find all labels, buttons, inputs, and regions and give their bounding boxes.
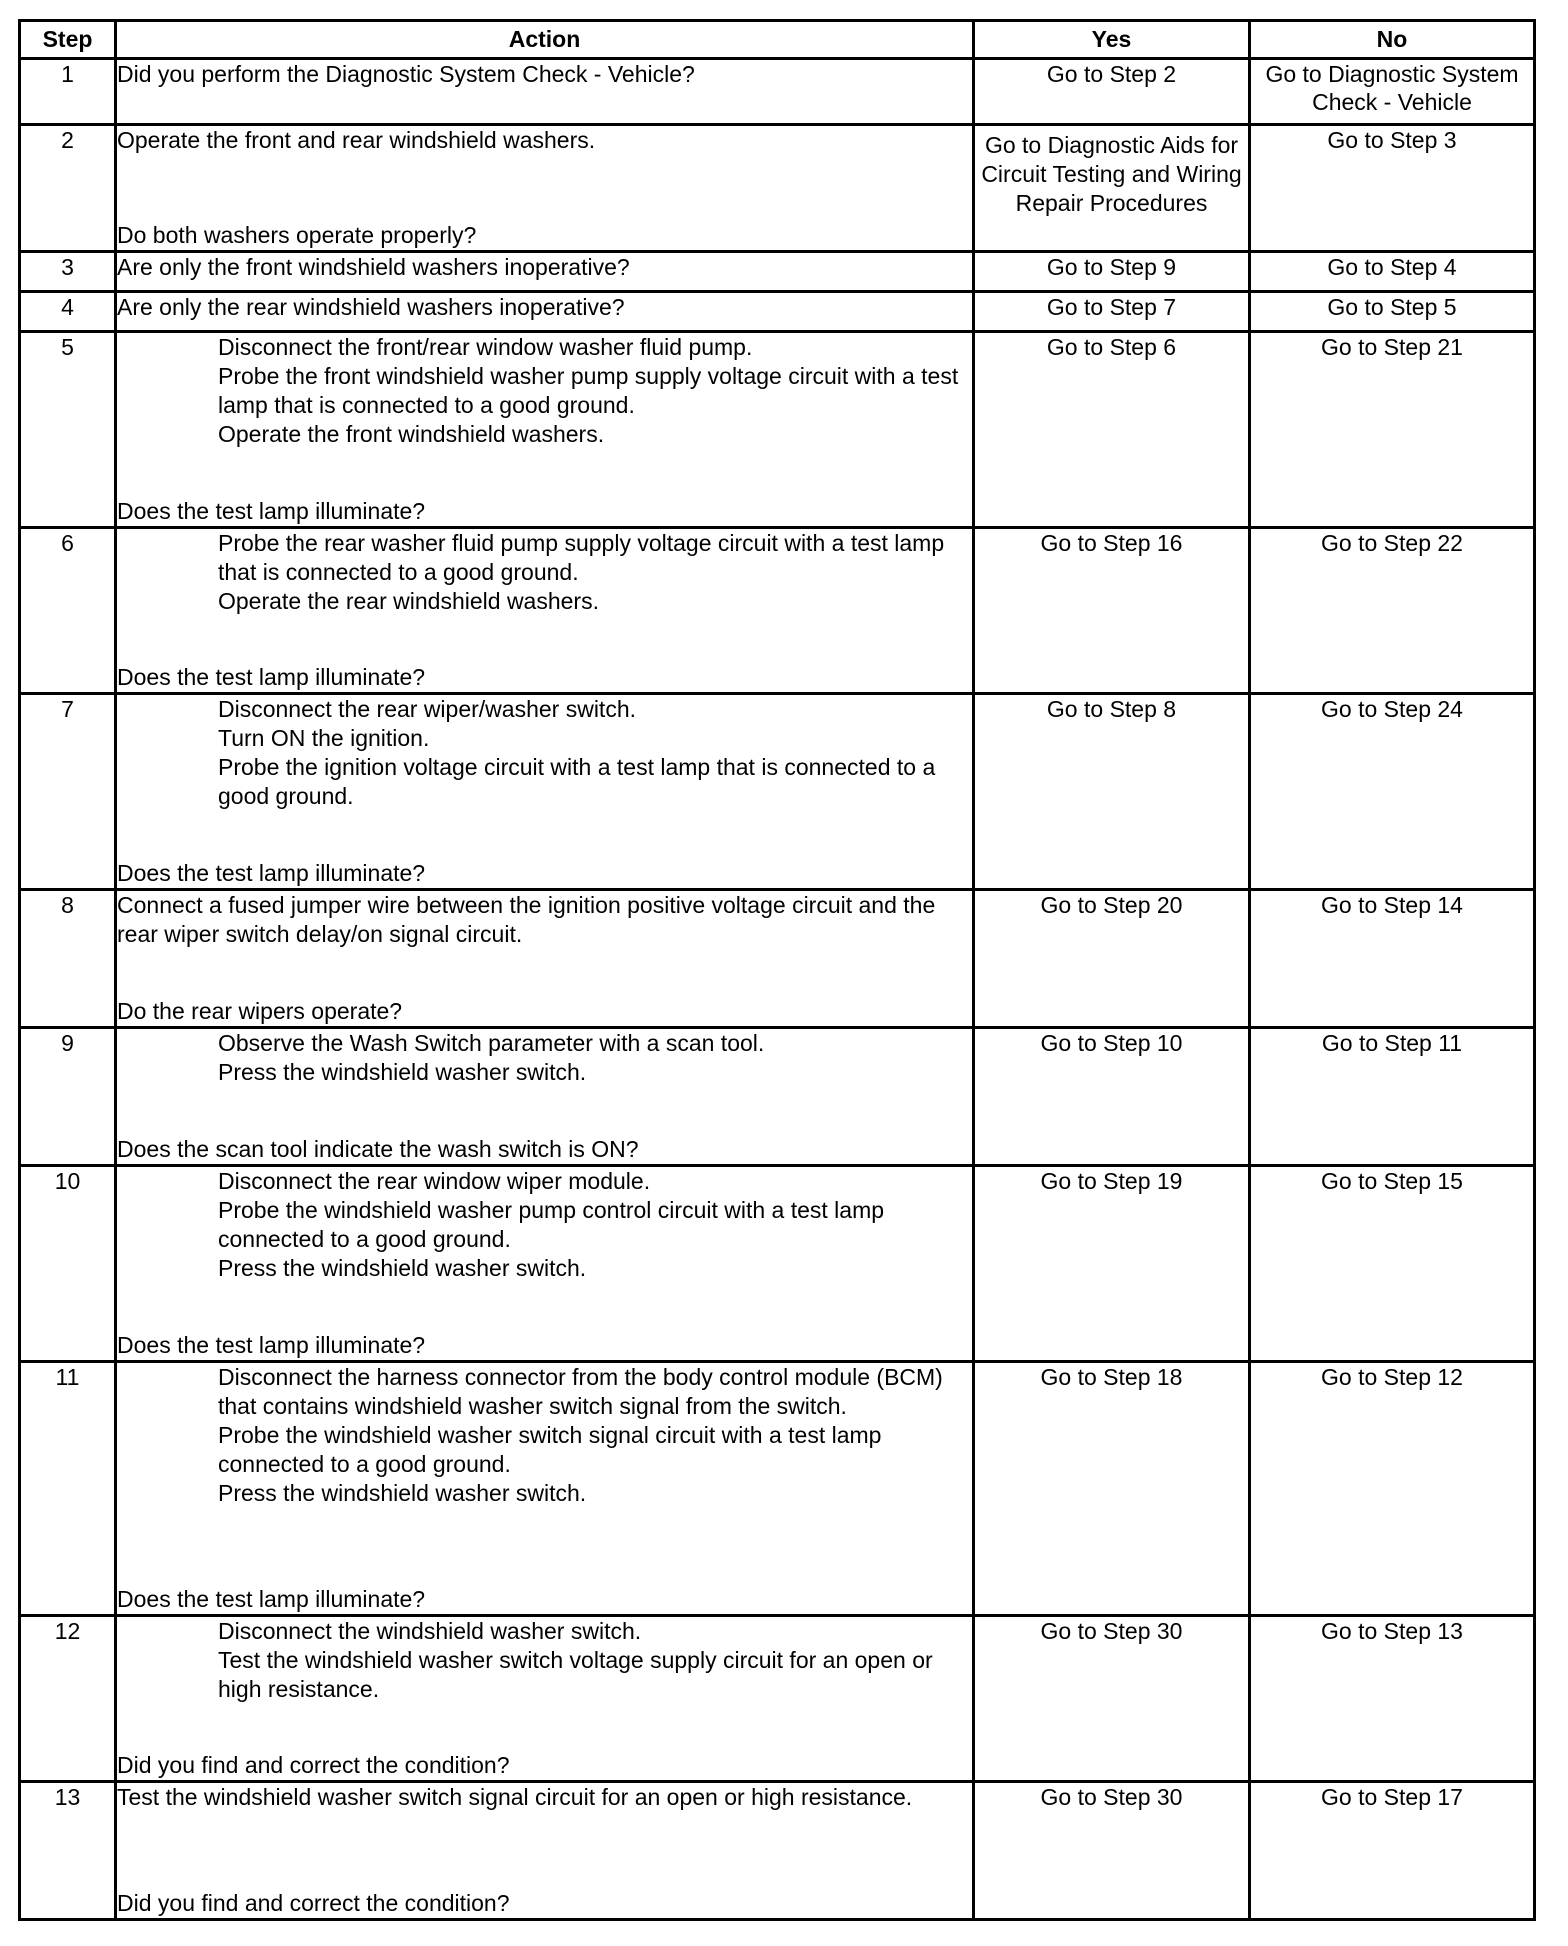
table-row (20, 292, 1535, 332)
step-number: 4 (20, 292, 116, 332)
action-instructions (117, 1167, 972, 1283)
action-cell (116, 1362, 974, 1616)
table-row (20, 1362, 1535, 1616)
action-content (117, 529, 972, 692)
action-content (117, 333, 972, 526)
action-cell (116, 332, 974, 528)
action-substep: Operate the rear windshield washers. (218, 588, 599, 614)
action-substep: Test the windshield washer switch voltage supply circuit for an open or high resistance. (218, 1647, 933, 1702)
action-content (117, 891, 972, 1026)
action-instructions (117, 293, 972, 322)
step-number: 2 (20, 125, 116, 252)
action-cell (116, 890, 974, 1028)
table-body (20, 59, 1535, 1920)
action-content (117, 1363, 972, 1614)
yes-result: Go to Step 7 (974, 292, 1250, 332)
header-step: Step (20, 21, 116, 59)
no-result: Go to Step 14 (1250, 890, 1535, 1028)
header-action: Action (116, 21, 974, 59)
action-instructions (117, 253, 972, 282)
no-result: Go to Step 12 (1250, 1362, 1535, 1616)
action-question: Does the test lamp illuminate? (117, 860, 426, 886)
action-instructions (117, 333, 972, 449)
action-text: Did you perform the Diagnostic System Check - Vehicle? (117, 61, 695, 87)
step-number: 12 (20, 1616, 116, 1782)
action-content (117, 60, 972, 123)
table-row (20, 59, 1535, 125)
no-result: Go to Step 17 (1250, 1782, 1535, 1920)
step-number: 9 (20, 1028, 116, 1166)
action-instructions (117, 1363, 972, 1508)
no-result: Go to Step 15 (1250, 1166, 1535, 1362)
yes-result: Go to Step 30 (974, 1616, 1250, 1782)
step-number: 3 (20, 252, 116, 292)
action-content (117, 1617, 972, 1780)
action-substep: Press the windshield washer switch. (218, 1255, 587, 1281)
yes-result: Go to Step 16 (974, 528, 1250, 694)
action-text: Are only the rear windshield washers inoperative? (117, 294, 625, 320)
action-question: Does the test lamp illuminate? (117, 1586, 426, 1612)
yes-result: Go to Step 6 (974, 332, 1250, 528)
yes-result: Go to Step 10 (974, 1028, 1250, 1166)
action-content (117, 695, 972, 888)
action-substep: Turn ON the ignition. (218, 725, 430, 751)
no-result: Go to Step 11 (1250, 1028, 1535, 1166)
step-number: 7 (20, 694, 116, 890)
no-result: Go to Step 21 (1250, 332, 1535, 528)
action-question: Did you find and correct the condition? (117, 1752, 510, 1778)
action-content (117, 293, 972, 330)
action-text: Operate the front and rear windshield washers. (117, 127, 596, 153)
no-result: Go to Step 22 (1250, 528, 1535, 694)
table-row (20, 125, 1535, 252)
action-substep: Probe the windshield washer switch signal circuit with a test lamp connected to a good ground. (218, 1422, 882, 1477)
action-content (117, 1029, 972, 1164)
yes-result: Go to Step 8 (974, 694, 1250, 890)
action-question: Does the test lamp illuminate? (117, 498, 426, 524)
action-substep: Probe the windshield washer pump control circuit with a test lamp connected to a good ground. (218, 1197, 885, 1252)
table-row (20, 1616, 1535, 1782)
step-number: 1 (20, 59, 116, 125)
action-substep: Disconnect the rear window wiper module. (218, 1168, 651, 1194)
action-substep: Observe the Wash Switch parameter with a scan tool. (218, 1030, 765, 1056)
no-result: Go to Step 5 (1250, 292, 1535, 332)
action-instructions (117, 695, 972, 811)
action-question: Do both washers operate properly? (117, 222, 477, 248)
action-instructions (117, 126, 972, 155)
action-content (117, 253, 972, 290)
yes-result: Go to Step 2 (974, 59, 1250, 125)
table-row (20, 1782, 1535, 1920)
action-substep: Disconnect the harness connector from the body control module (BCM) that contains windshield washer switch signal from the switch. (218, 1364, 943, 1419)
action-cell (116, 1782, 974, 1920)
step-number: 5 (20, 332, 116, 528)
header-row (20, 21, 1535, 59)
no-result: Go to Step 24 (1250, 694, 1535, 890)
table-row (20, 528, 1535, 694)
action-substep: Press the windshield washer switch. (218, 1480, 587, 1506)
action-question: Does the scan tool indicate the wash switch is ON? (117, 1136, 639, 1162)
action-text: Are only the front windshield washers inoperative? (117, 254, 630, 280)
no-result: Go to Diagnostic System Check - Vehicle (1250, 59, 1535, 125)
step-number: 8 (20, 890, 116, 1028)
action-text: Test the windshield washer switch signal circuit for an open or high resistance. (117, 1784, 913, 1810)
action-content (117, 1167, 972, 1360)
action-text: Connect a fused jumper wire between the ignition positive voltage circuit and the rear wiper switch delay/on signal circuit. (117, 892, 936, 947)
table-row (20, 694, 1535, 890)
action-substep: Disconnect the windshield washer switch. (218, 1618, 642, 1644)
step-number: 11 (20, 1362, 116, 1616)
action-question: Does the test lamp illuminate? (117, 664, 426, 690)
table-row (20, 1166, 1535, 1362)
action-substep: Press the windshield washer switch. (218, 1059, 587, 1085)
action-instructions (117, 529, 972, 616)
action-question: Did you find and correct the condition? (117, 1890, 510, 1916)
action-question: Does the test lamp illuminate? (117, 1332, 426, 1358)
action-instructions (117, 1029, 972, 1087)
action-instructions (117, 1783, 972, 1812)
action-substep: Probe the ignition voltage circuit with a test lamp that is connected to a good ground. (218, 754, 936, 809)
action-instructions (117, 891, 972, 949)
yes-result: Go to Step 18 (974, 1362, 1250, 1616)
action-substep: Operate the front windshield washers. (218, 421, 605, 447)
action-cell (116, 292, 974, 332)
action-substep: Probe the rear washer fluid pump supply voltage circuit with a test lamp that is connected to a good ground. (218, 530, 945, 585)
action-substep: Disconnect the front/rear window washer fluid pump. (218, 334, 753, 360)
table-row (20, 1028, 1535, 1166)
yes-result: Go to Step 30 (974, 1782, 1250, 1920)
action-cell (116, 125, 974, 252)
action-instructions (117, 1617, 972, 1704)
yes-result: Go to Diagnostic Aids for Circuit Testing and Wiring Repair Procedures (974, 125, 1250, 252)
action-cell (116, 1616, 974, 1782)
action-cell (116, 1028, 974, 1166)
action-cell (116, 1166, 974, 1362)
action-cell (116, 252, 974, 292)
no-result: Go to Step 4 (1250, 252, 1535, 292)
yes-result: Go to Step 9 (974, 252, 1250, 292)
action-question: Do the rear wipers operate? (117, 998, 403, 1024)
step-number: 13 (20, 1782, 116, 1920)
table-row (20, 890, 1535, 1028)
action-cell (116, 59, 974, 125)
action-substep: Disconnect the rear wiper/washer switch. (218, 696, 636, 722)
action-substep: Probe the front windshield washer pump supply voltage circuit with a test lamp that is connected to a good ground. (218, 363, 959, 418)
action-cell (116, 528, 974, 694)
step-number: 6 (20, 528, 116, 694)
yes-result: Go to Step 20 (974, 890, 1250, 1028)
header-no: No (1250, 21, 1535, 59)
action-cell (116, 694, 974, 890)
diagnostic-table (18, 19, 1536, 1921)
no-result: Go to Step 3 (1250, 125, 1535, 252)
action-content (117, 126, 972, 250)
yes-result: Go to Step 19 (974, 1166, 1250, 1362)
header-yes: Yes (974, 21, 1250, 59)
action-instructions (117, 60, 972, 89)
action-content (117, 1783, 972, 1918)
table-row (20, 332, 1535, 528)
step-number: 10 (20, 1166, 116, 1362)
no-result: Go to Step 13 (1250, 1616, 1535, 1782)
table-row (20, 252, 1535, 292)
